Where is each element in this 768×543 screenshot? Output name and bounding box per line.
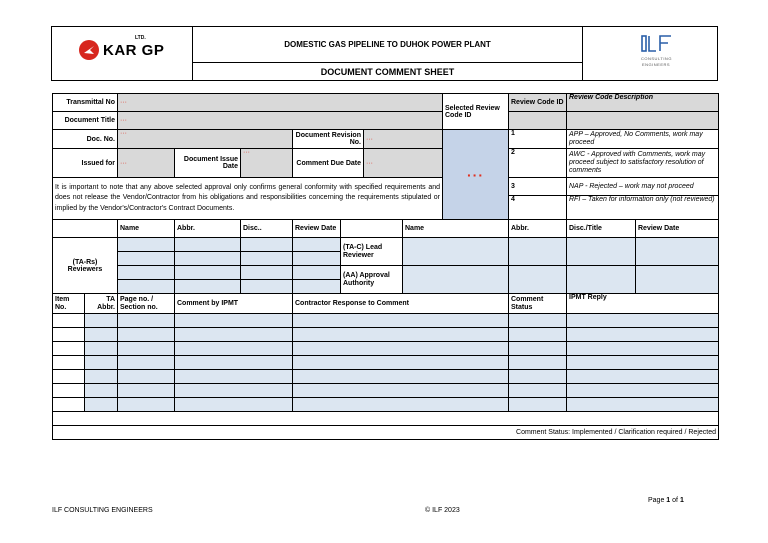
comment-sheet-table: [52, 93, 719, 440]
reviewer-disc-cell[interactable]: [241, 280, 293, 294]
reply-cell[interactable]: [567, 398, 719, 412]
ilf-sub2: ENGINEERS: [642, 62, 671, 67]
blank-row: [53, 412, 719, 426]
project-title: DOMESTIC GAS PIPELINE TO DUHOK POWER PLANT: [193, 27, 582, 63]
reviewers-role-header: [341, 220, 403, 238]
ilf-logo-icon: [641, 35, 673, 53]
lead-abbr-cell[interactable]: [509, 238, 567, 266]
comment-cell[interactable]: [175, 398, 293, 412]
reply-cell[interactable]: [567, 328, 719, 342]
aa-abbr-cell[interactable]: [509, 266, 567, 294]
ta-abbr-cell[interactable]: [85, 342, 118, 356]
lead-date-cell[interactable]: [636, 238, 719, 266]
page-section-cell[interactable]: [118, 356, 175, 370]
review-code-desc-header: Review Code Description: [567, 94, 719, 112]
reviewer-name-cell[interactable]: [118, 280, 175, 294]
table-row: [53, 370, 719, 384]
review-code-4-id: 4: [509, 196, 567, 220]
doc-revision-field[interactable]: ···: [364, 130, 443, 149]
comment-status-legend: Comment Status: Implemented / Clarification required / Rejected: [53, 426, 719, 440]
response-cell[interactable]: [293, 398, 509, 412]
comment-cell[interactable]: [175, 370, 293, 384]
ta-abbr-cell[interactable]: [85, 328, 118, 342]
lead-name-cell[interactable]: [403, 238, 509, 266]
transmittal-field[interactable]: ···: [118, 94, 443, 112]
ta-abbr-cell[interactable]: [85, 356, 118, 370]
logo-ltd: LTD.: [135, 35, 146, 41]
page-section-cell[interactable]: [118, 314, 175, 328]
ilf-logo-cell: [583, 27, 717, 80]
page-prefix: Page: [648, 497, 667, 504]
comment-cell[interactable]: [175, 342, 293, 356]
lead-disc-cell[interactable]: [567, 238, 636, 266]
review-code-3-desc: NAP - Rejected – work may not proceed: [567, 178, 719, 196]
document-header: [51, 26, 718, 81]
review-code-1-id: 1: [509, 130, 567, 149]
reviewer-disc-cell[interactable]: [241, 238, 293, 252]
review-code-2-id: 2: [509, 149, 567, 178]
response-cell[interactable]: [293, 356, 509, 370]
reviewer-name-cell[interactable]: [118, 252, 175, 266]
item-no-cell[interactable]: [53, 356, 85, 370]
comment-cell[interactable]: [175, 356, 293, 370]
page-section-cell[interactable]: [118, 398, 175, 412]
reviewer-date-cell[interactable]: [293, 238, 341, 252]
issued-for-label: Issued for: [53, 149, 118, 178]
item-no-header: Item No.: [53, 294, 85, 314]
item-no-cell[interactable]: [53, 384, 85, 398]
comment-cell[interactable]: [175, 328, 293, 342]
review-code-4-desc: RFI – Taken for information only (not reviewed): [567, 196, 719, 220]
reviewer-name-cell[interactable]: [118, 238, 175, 252]
issued-for-field[interactable]: ···: [118, 149, 175, 178]
response-cell[interactable]: [293, 314, 509, 328]
page-of: of: [670, 497, 680, 504]
page-section-cell[interactable]: [118, 384, 175, 398]
review-code-3-id: 3: [509, 178, 567, 196]
ilf-sub1: CONSULTING: [641, 56, 672, 61]
document-title-field[interactable]: ···: [118, 112, 443, 130]
review-code-id-header-cont: [509, 112, 567, 130]
selected-review-value[interactable]: [443, 130, 509, 220]
table-row: [53, 328, 719, 342]
reviewer-abbr-cell[interactable]: [175, 280, 241, 294]
table-row: [53, 356, 719, 370]
page-total: 1: [679, 497, 684, 504]
comment-cell[interactable]: [175, 314, 293, 328]
lead-name-header: Name: [403, 220, 509, 238]
comment-by-ipmt-header: Comment by IPMT: [175, 294, 293, 314]
transmittal-label: Transmittal No: [53, 94, 118, 112]
reviewer-abbr-cell[interactable]: [175, 238, 241, 252]
reviewer-name-cell[interactable]: [118, 266, 175, 280]
page-section-cell[interactable]: [118, 328, 175, 342]
ta-abbr-cell[interactable]: [85, 384, 118, 398]
aa-disc-cell[interactable]: [567, 266, 636, 294]
ta-abbr-header: TA Abbr.: [85, 294, 118, 314]
page-number: [648, 497, 684, 504]
status-cell[interactable]: [509, 342, 567, 356]
reviewer-abbr-cell[interactable]: [175, 252, 241, 266]
item-no-cell[interactable]: [53, 370, 85, 384]
reply-cell[interactable]: [567, 370, 719, 384]
status-cell[interactable]: [509, 398, 567, 412]
review-code-id-header: Review Code ID: [509, 94, 567, 112]
title-cell: [193, 27, 583, 80]
status-cell[interactable]: [509, 328, 567, 342]
doc-revision-label: Document Revision No.: [293, 130, 364, 149]
selected-review-label: Selected Review Code ID: [443, 94, 509, 130]
aa-date-cell[interactable]: [636, 266, 719, 294]
table-row: [53, 384, 719, 398]
sheet-title: DOCUMENT COMMENT SHEET: [320, 66, 455, 77]
reviewer-date-cell[interactable]: [293, 252, 341, 266]
reply-cell[interactable]: [567, 342, 719, 356]
item-no-cell[interactable]: [53, 314, 85, 328]
ta-abbr-cell[interactable]: [85, 314, 118, 328]
doc-no-label: Doc. No.: [53, 130, 118, 149]
lead-review-date-header: Review Date: [636, 220, 719, 238]
reply-cell[interactable]: [567, 356, 719, 370]
reviewers-abbr-header: Abbr.: [175, 220, 241, 238]
reply-cell[interactable]: [567, 384, 719, 398]
page-section-cell[interactable]: [118, 370, 175, 384]
document-issue-date-label: Document Issue Date: [175, 149, 241, 178]
table-row: [53, 342, 719, 356]
page-section-cell[interactable]: [118, 342, 175, 356]
reviewers-review-date-header: Review Date: [293, 220, 341, 238]
logo-text: KAR GP: [103, 42, 165, 59]
reviewers-name-header: Name: [118, 220, 175, 238]
selected-review-dots: ···: [467, 166, 484, 183]
document-title-label: Document Title: [53, 112, 118, 130]
review-code-2-desc: AWC - Approved with Comments, work may proceed subject to satisfactory resolution of comments: [567, 149, 719, 178]
table-row: [53, 314, 719, 328]
review-code-1-desc: APP – Approved, No Comments, work may proceed: [567, 130, 719, 149]
lead-disc-title-header: Disc./Title: [567, 220, 636, 238]
response-cell[interactable]: [293, 342, 509, 356]
ta-rs-reviewers-label: (TA-Rs) Reviewers: [53, 238, 118, 294]
page-current: 1: [666, 497, 671, 504]
ipmt-reply-header: IPMT Reply: [567, 294, 719, 314]
review-code-desc-header-cont: [567, 112, 719, 130]
ta-abbr-cell[interactable]: [85, 370, 118, 384]
contractor-response-header: Contractor Response to Comment: [293, 294, 509, 314]
status-cell[interactable]: [509, 314, 567, 328]
comment-status-header: Comment Status: [509, 294, 567, 314]
reviewer-date-cell[interactable]: [293, 266, 341, 280]
disclaimer-text: It is important to note that any above selected approval only confirms general conformity with specified requirements and does not release the Vendor/Contractor from his obligations and responsibilities concerning the requirements stipulated or implied by the Vendor's/Contractor's Contract Documents.: [53, 178, 443, 220]
status-cell[interactable]: [509, 384, 567, 398]
aa-name-cell[interactable]: [403, 266, 509, 294]
footer-copyright: © ILF 2023: [425, 507, 460, 514]
kar-logo-icon: [79, 40, 99, 60]
document-issue-date-field[interactable]: ···: [241, 149, 293, 178]
table-row: [53, 398, 719, 412]
response-cell[interactable]: [293, 328, 509, 342]
page-section-header: Page no. / Section no.: [118, 294, 175, 314]
lead-abbr-header: Abbr.: [509, 220, 567, 238]
aa-approval-authority-label: (AA) Approval Authority: [341, 266, 403, 294]
comment-cell[interactable]: [175, 384, 293, 398]
ta-abbr-cell[interactable]: [85, 398, 118, 412]
item-no-cell[interactable]: [53, 328, 85, 342]
reviewers-corner: [53, 220, 118, 238]
reviewers-disc-header: Disc..: [241, 220, 293, 238]
comment-due-date-label: Comment Due Date: [293, 149, 364, 178]
comment-due-date-field[interactable]: ···: [364, 149, 443, 178]
response-cell[interactable]: [293, 384, 509, 398]
doc-no-field[interactable]: ···: [118, 130, 293, 149]
reply-cell[interactable]: [567, 314, 719, 328]
reviewer-date-cell[interactable]: [293, 280, 341, 294]
reviewer-disc-cell[interactable]: [241, 252, 293, 266]
kar-logo-cell: [52, 27, 193, 80]
status-cell[interactable]: [509, 356, 567, 370]
item-no-cell[interactable]: [53, 342, 85, 356]
ta-c-lead-reviewer-label: (TA-C) Lead Reviewer: [341, 238, 403, 266]
item-no-cell[interactable]: [53, 398, 85, 412]
reviewer-abbr-cell[interactable]: [175, 266, 241, 280]
response-cell[interactable]: [293, 370, 509, 384]
reviewer-disc-cell[interactable]: [241, 266, 293, 280]
footer-company: ILF CONSULTING ENGINEERS: [52, 507, 153, 514]
status-cell[interactable]: [509, 370, 567, 384]
